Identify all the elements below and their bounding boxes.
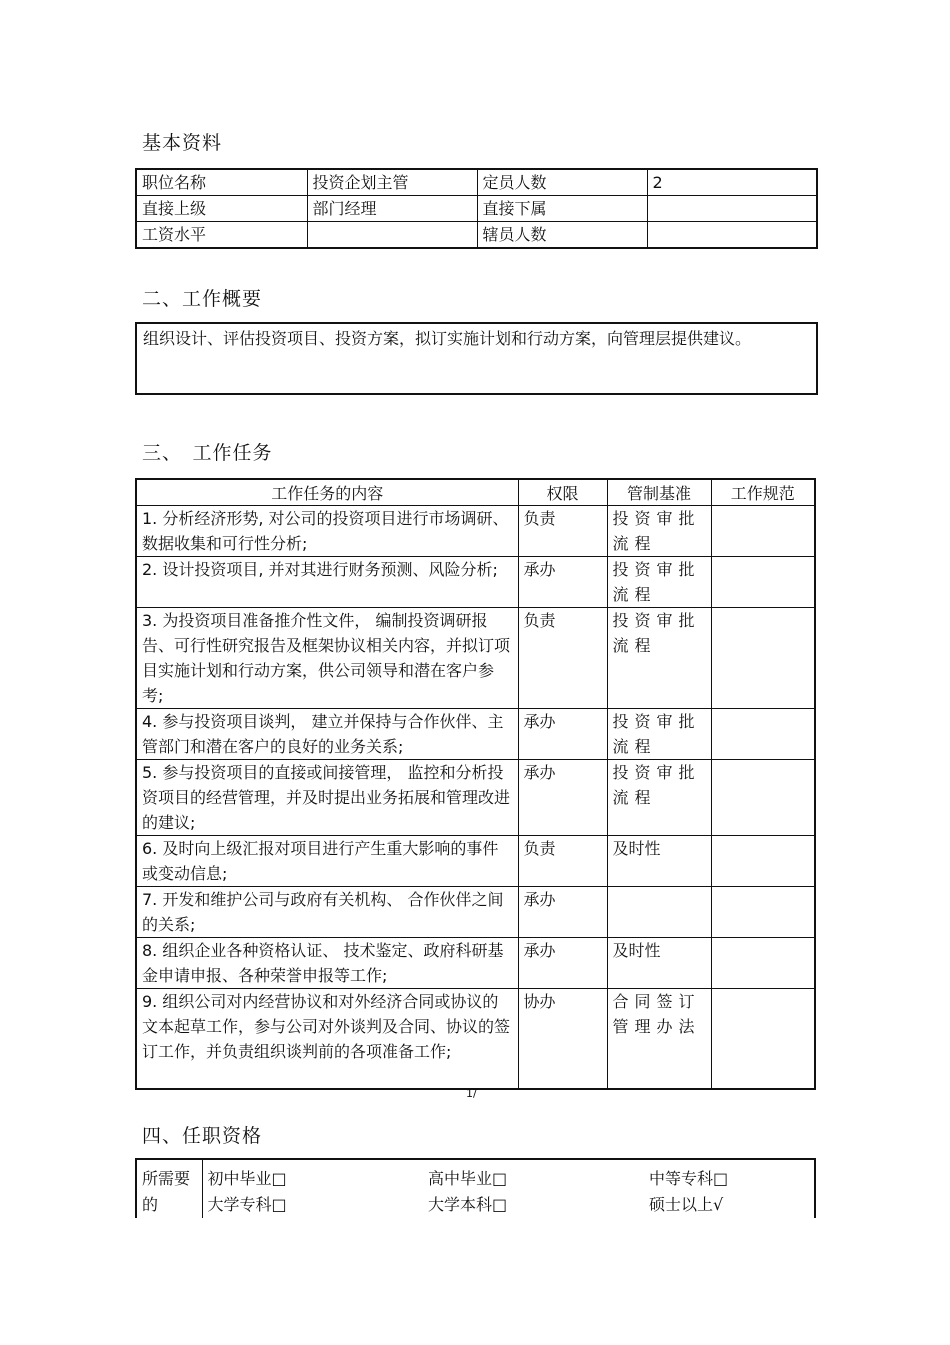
task-content: 8. 组织企业各种资格认证、 技术鉴定、政府科研基金申请申报、各种荣誉申报等工作; [136,938,518,989]
task-spec [711,709,815,760]
task-standard: 投资审批流程 [607,709,711,760]
task-authority: 承办 [518,760,607,836]
task-spec [711,836,815,887]
column-header: 工作规范 [711,479,815,506]
task-content: 1. 分析经济形势, 对公司的投资项目进行市场调研、数据收集和可行性分析; [136,506,518,557]
qualification-label: 所需要的 [136,1159,202,1218]
table-cell: 2 [647,169,817,196]
task-content: 4. 参与投资项目谈判， 建立并保持与合作伙伴、主管部门和潜在客户的良好的业务关系; [136,709,518,760]
column-header: 工作任务的内容 [136,479,518,506]
task-authority: 协办 [518,989,607,1089]
table-cell: 直接下属 [477,196,647,222]
task-content: 7. 开发和维护公司与政府有关机构、 合作伙伴之间的关系; [136,887,518,938]
task-content: 3. 为投资项目准备推介性文件， 编制投资调研报告、可行性研究报告及框架协议相关内容，并拟订项目实施计划和行动方案，供公司领导和潜在客户参考; [136,608,518,709]
section4-title: 四、任职资格 [142,1125,263,1147]
page-number: 1/ [466,1087,477,1100]
qualification-table [135,1158,816,1218]
task-authority: 负责 [518,506,607,557]
task-standard: 及时性 [607,938,711,989]
section3-title: 三、 工作任务 [142,442,273,464]
task-authority: 承办 [518,938,607,989]
table-row [136,196,817,222]
table-header-row [136,479,815,506]
summary-box: 组织设计、评估投资项目、投资方案，拟订实施计划和行动方案，向管理层提供建议。 [135,322,818,395]
table-cell: 职位名称 [136,169,307,196]
task-table [135,478,816,1090]
table-row [136,760,815,836]
table-cell: 部门经理 [307,196,477,222]
task-spec [711,506,815,557]
task-spec [711,989,815,1089]
table-cell [647,222,817,249]
task-spec [711,938,815,989]
table-row [136,608,815,709]
table-cell: 辖员人数 [477,222,647,249]
table-cell: 工资水平 [136,222,307,249]
task-content: 5. 参与投资项目的直接或间接管理， 监控和分析投资项目的经营管理，并及时提出业务拓展和管理改进的建议; [136,760,518,836]
qualification-option: 初中毕业□ [207,1169,287,1188]
table-row [136,1192,815,1218]
table-row [136,938,815,989]
table-row [136,506,815,557]
task-standard: 投资审批流程 [607,760,711,836]
qualification-option: 高中毕业□ [428,1169,508,1188]
task-content: 6. 及时向上级汇报对项目进行产生重大影响的事件或变动信息; [136,836,518,887]
table-cell [647,196,817,222]
table-row [136,1159,815,1192]
task-standard [607,887,711,938]
task-authority: 负责 [518,836,607,887]
task-authority: 承办 [518,709,607,760]
basic-info-table [135,168,818,249]
table-row [136,222,817,249]
task-spec [711,887,815,938]
task-spec [711,557,815,608]
table-cell: 直接上级 [136,196,307,222]
task-standard: 及时性 [607,836,711,887]
task-standard: 投资审批流程 [607,557,711,608]
task-authority: 承办 [518,887,607,938]
table-row [136,887,815,938]
task-spec [711,760,815,836]
table-cell: 投资企划主管 [307,169,477,196]
table-row [136,709,815,760]
task-authority: 承办 [518,557,607,608]
qualification-option: 大学本科□ [428,1195,508,1214]
qualification-option: 中等专科□ [649,1169,729,1188]
table-row [136,836,815,887]
table-cell: 定员人数 [477,169,647,196]
task-spec [711,608,815,709]
column-header: 管制基准 [607,479,711,506]
qualification-option: 硕士以上√ [649,1195,724,1214]
task-standard: 投资审批流程 [607,506,711,557]
table-row [136,989,815,1089]
task-content: 2. 设计投资项目, 并对其进行财务预测、风险分析; [136,557,518,608]
task-content: 9. 组织公司对内经营协议和对外经济合同或协议的文本起草工作，参与公司对外谈判及合同、协议的签订工作，并负责组织谈判前的各项准备工作; [136,989,518,1089]
task-standard: 合同签订管理办法 [607,989,711,1089]
section1-title: 基本资料 [142,132,223,154]
column-header: 权限 [518,479,607,506]
task-standard: 投资审批流程 [607,608,711,709]
table-cell [307,222,477,249]
task-authority: 负责 [518,608,607,709]
table-row [136,557,815,608]
table-row [136,169,817,196]
section2-title: 二、工作概要 [142,288,263,310]
qualification-option: 大学专科□ [207,1195,287,1214]
